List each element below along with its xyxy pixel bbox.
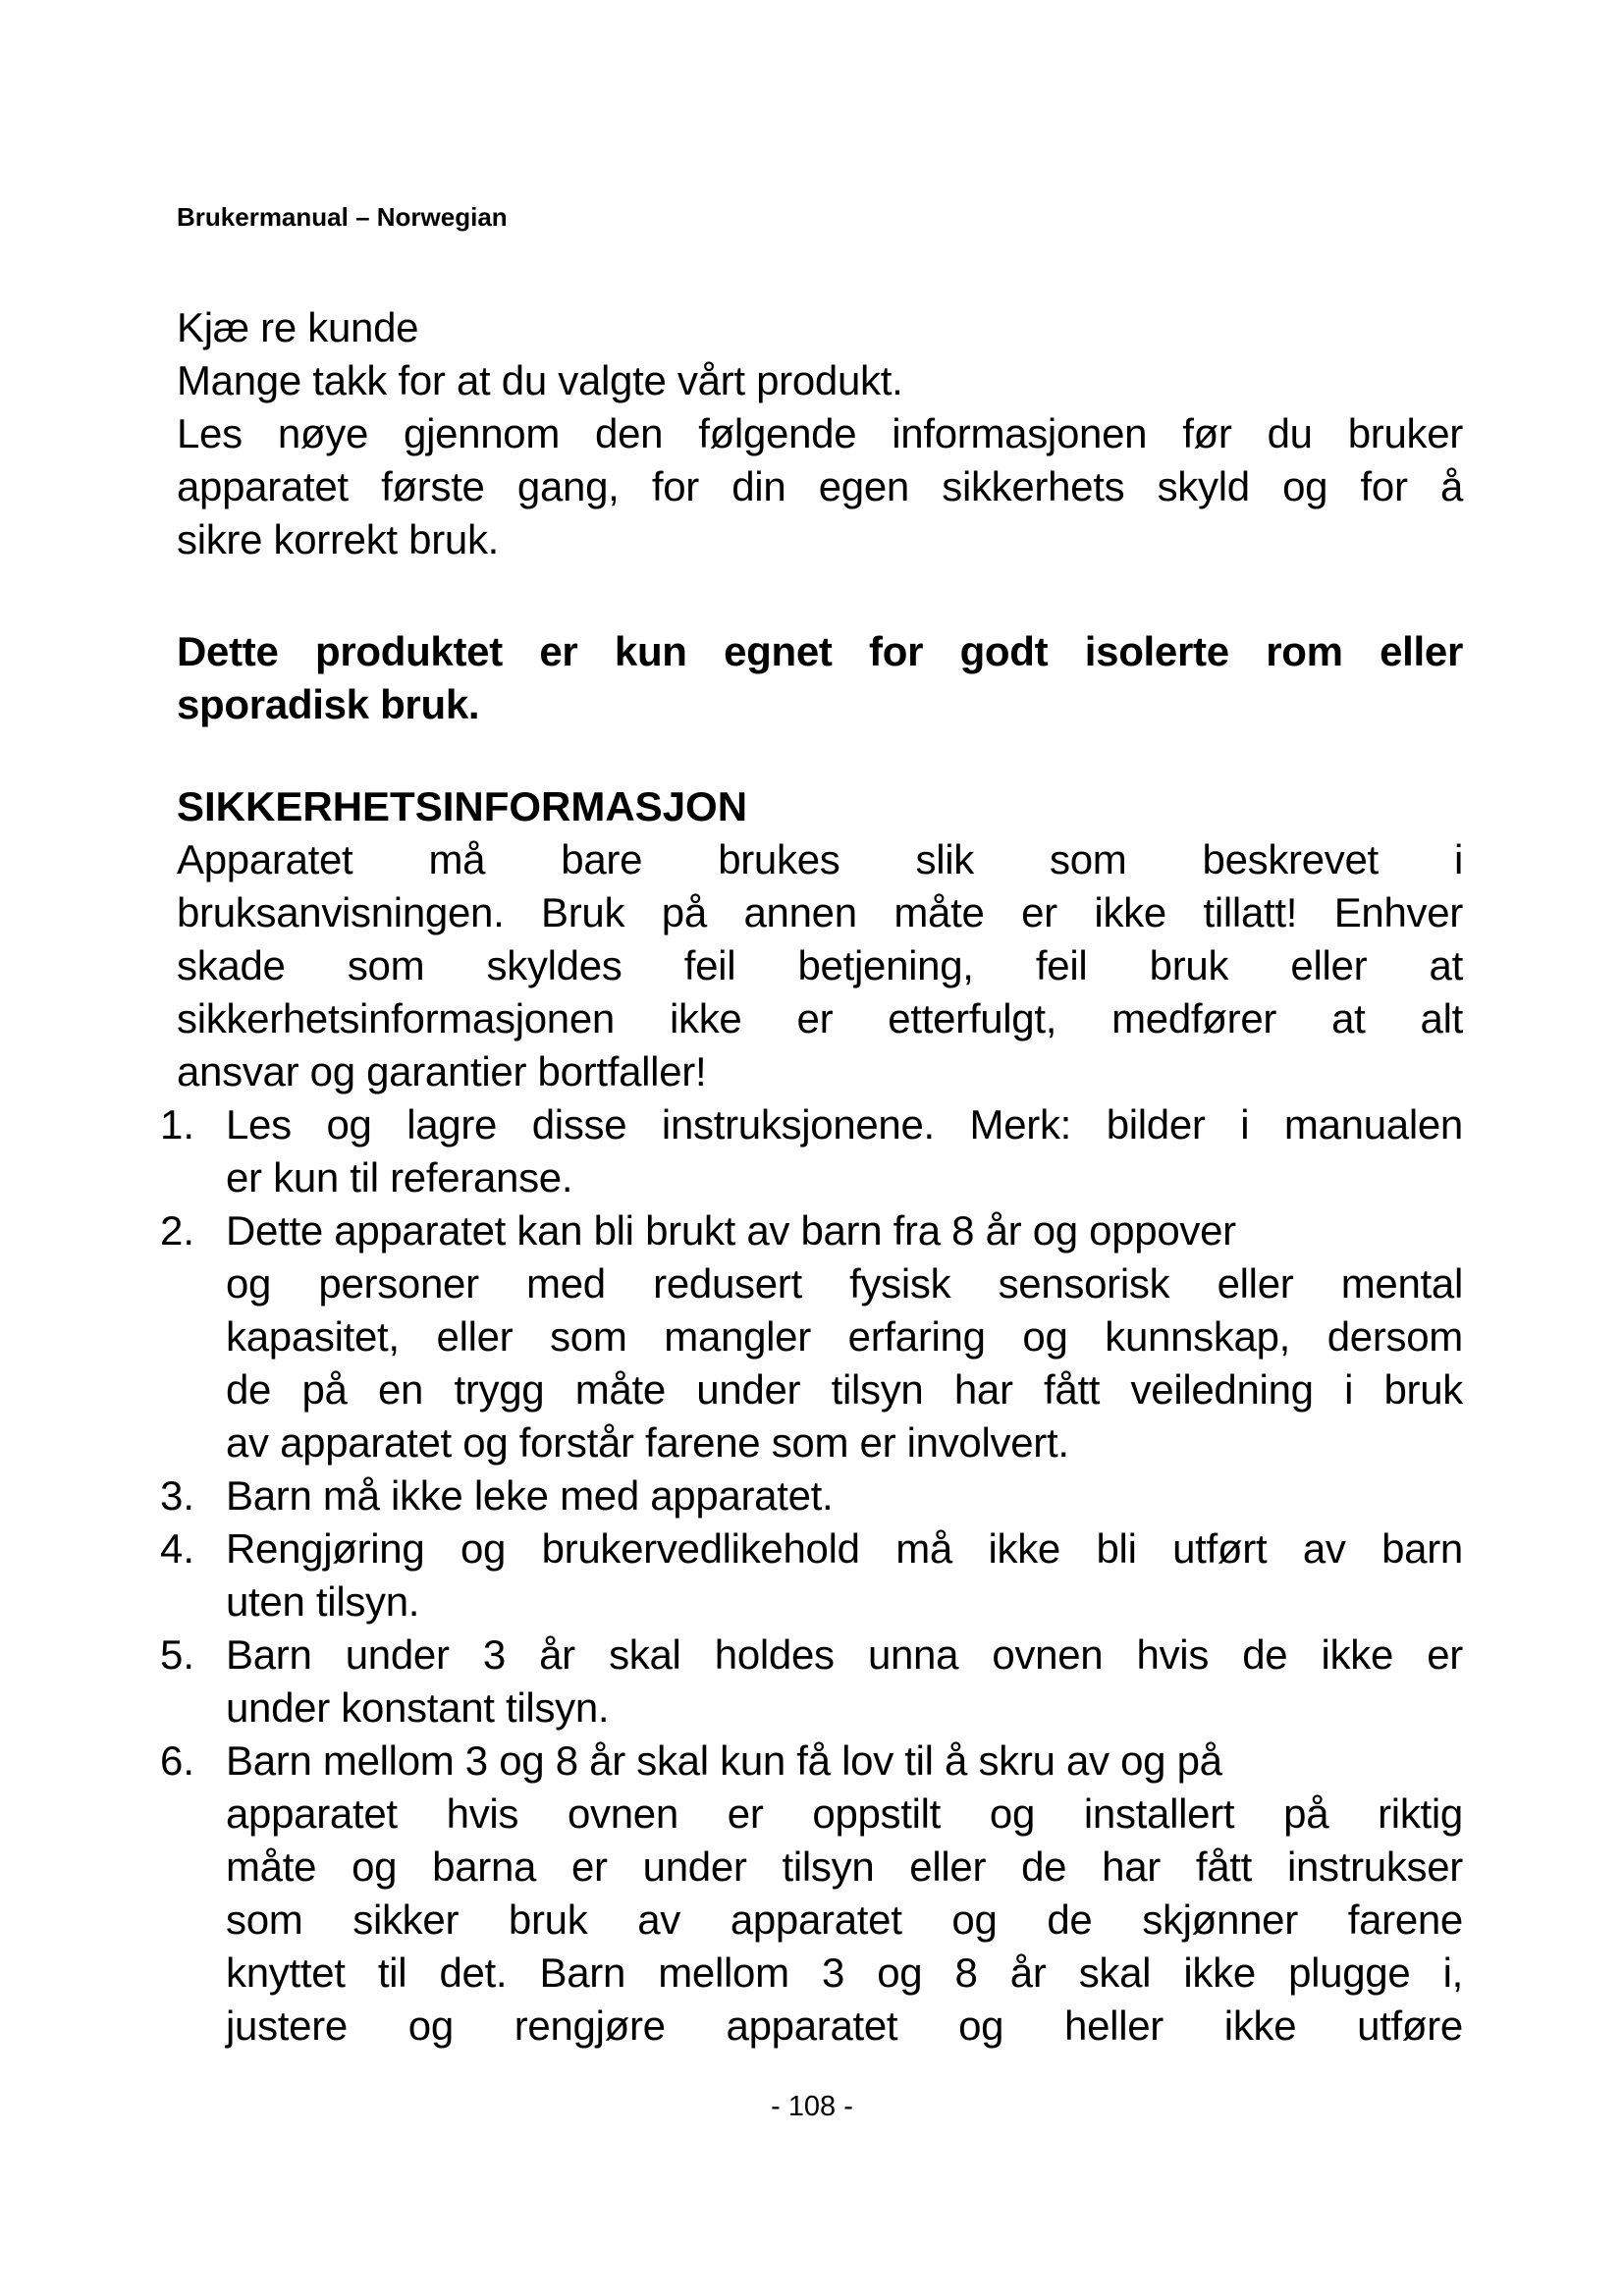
list-item — [160, 1629, 1463, 1735]
text-line: som sikker bruk av apparatet og de skjønner farene — [226, 1896, 1463, 1943]
notice-paragraph — [177, 625, 1463, 731]
text-line: Kjæ re kunde — [177, 304, 419, 350]
list-item-number: 4. — [160, 1525, 195, 1572]
text-line: under konstant tilsyn. — [226, 1684, 610, 1731]
text-line: av apparatet og forstår farene som er involvert. — [226, 1419, 1069, 1466]
text-line: Dette produktet er kun egnet for godt isolerte rom eller — [177, 628, 1463, 674]
text-line: Apparatet må bare brukes slik som beskrevet i — [177, 836, 1463, 882]
text-line: er kun til referanse. — [226, 1154, 573, 1201]
text-line: ansvar og garantier bortfaller! — [177, 1048, 707, 1095]
text-line: Mange takk for at du valgte vårt produkt. — [177, 357, 903, 403]
list-item — [160, 1522, 1463, 1629]
list-item — [160, 1204, 1463, 1469]
page-content — [160, 201, 1463, 2053]
safety-numbered-list — [160, 1098, 1463, 2053]
page-number: - 108 - — [771, 2091, 853, 2122]
text-line: sikkerhetsinformasjonen ikke er etterfulgt, medfører at alt — [177, 995, 1463, 1041]
list-item-text — [226, 1735, 1463, 2053]
list-item — [160, 1469, 1463, 1522]
text-line: Barn mellom 3 og 8 år skal kun få lov til å skru av og på — [226, 1737, 1222, 1784]
text-line: Dette apparatet kan bli brukt av barn fra 8 år og oppover — [226, 1207, 1236, 1254]
text-line: bruksanvisningen. Bruk på annen måte er ikke tillatt! Enhver — [177, 889, 1463, 935]
list-item-number: 3. — [160, 1472, 195, 1519]
text-line: uten tilsyn. — [226, 1578, 420, 1625]
intro-paragraph — [177, 301, 1463, 566]
text-line: Les og lagre disse instruksjonene. Merk: bilder i manualen — [226, 1101, 1463, 1148]
safety-paragraph — [177, 833, 1463, 1098]
text-line: knyttet til det. Barn mellom 3 og 8 år skal ikke plugge i, — [226, 1949, 1463, 1996]
list-item-number: 1. — [160, 1101, 195, 1148]
list-item — [160, 1735, 1463, 2053]
list-item-number: 5. — [160, 1631, 195, 1678]
list-item-number: 6. — [160, 1737, 195, 1784]
text-line: skade som skyldes feil betjening, feil bruk eller at — [177, 942, 1463, 988]
list-item — [160, 1098, 1463, 1204]
list-item-text — [226, 1204, 1463, 1469]
text-line: justere og rengjøre apparatet og heller ikke utføre — [226, 2002, 1463, 2049]
text-line: og personer med redusert fysisk sensorisk eller mental — [226, 1260, 1463, 1307]
page-header-title: Brukermanual – Norwegian — [177, 202, 508, 232]
safety-heading: SIKKERHETSINFORMASJON — [177, 783, 748, 829]
text-line: apparatet hvis ovnen er oppstilt og installert på riktig — [226, 1790, 1463, 1837]
text-line: måte og barna er under tilsyn eller de har fått instrukser — [226, 1843, 1463, 1890]
list-item-text — [226, 1629, 1463, 1735]
text-line: Barn under 3 år skal holdes unna ovnen hvis de ikke er — [226, 1631, 1463, 1678]
text-line: apparatet første gang, for din egen sikkerhets skyld og for å — [177, 463, 1463, 509]
text-line: sikre korrekt bruk. — [177, 516, 500, 562]
text-line: Rengjøring og brukervedlikehold må ikke bli utført av barn — [226, 1525, 1463, 1572]
text-line: kapasitet, eller som mangler erfaring og kunnskap, dersom — [226, 1313, 1463, 1360]
list-item-text — [226, 1098, 1463, 1204]
text-line: Les nøye gjennom den følgende informasjonen før du bruker — [177, 410, 1463, 456]
list-item-text — [226, 1469, 1463, 1522]
list-item-number: 2. — [160, 1207, 195, 1254]
text-line: Barn må ikke leke med apparatet. — [226, 1472, 834, 1519]
text-line: de på en trygg måte under tilsyn har fått veiledning i bruk — [226, 1366, 1463, 1413]
text-line: sporadisk bruk. — [177, 681, 480, 727]
list-item-text — [226, 1522, 1463, 1629]
